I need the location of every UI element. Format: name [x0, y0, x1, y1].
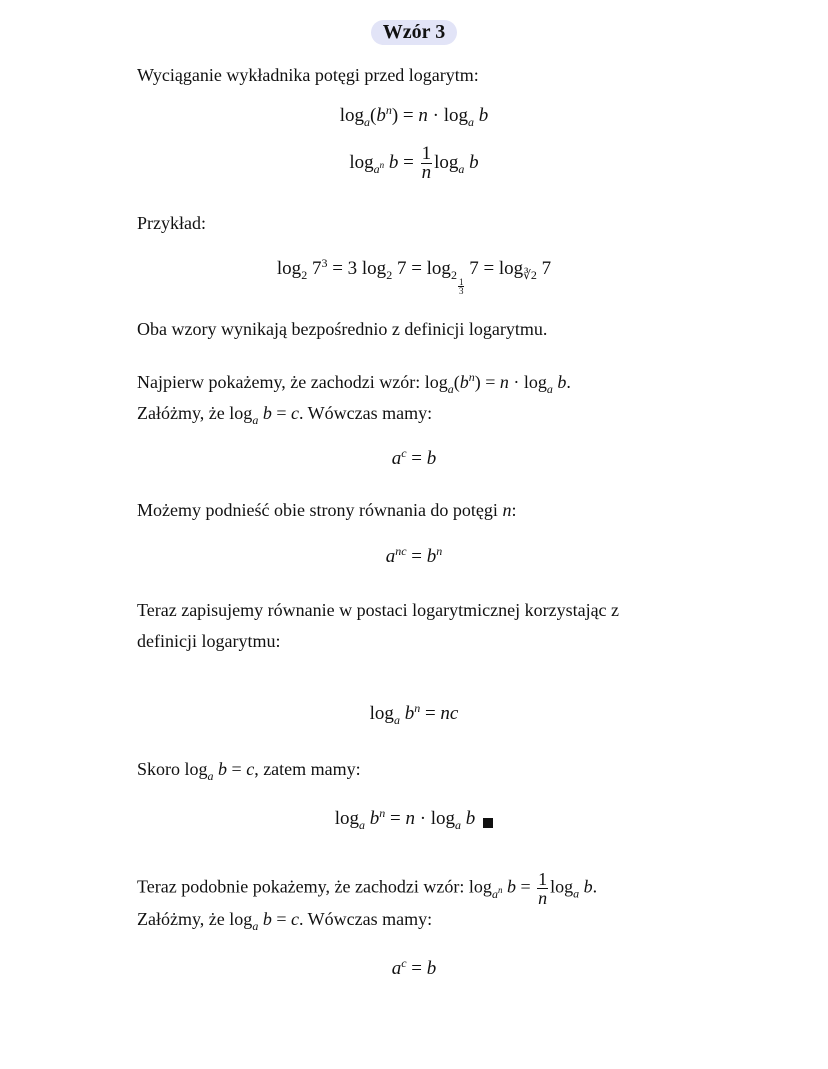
example-label: Przykład: [137, 213, 206, 233]
intro-text: Wyciąganie wykładnika potęgi przed logarytm: [137, 65, 479, 85]
fraction-one-over-n: $\frac{1}{n}$ [421, 143, 432, 183]
thus-text: , zatem mamy: [254, 759, 361, 779]
formula-a-to-c-2: $a^c = b$ [391, 956, 437, 979]
rewrite-paragraph-line1: Teraz zapisujemy równanie w postaci logarytmicznej korzystając z [137, 600, 620, 620]
then-text-2: . Wówczas mamy: [298, 909, 433, 929]
first-proof-intro: Najpierw pokażemy, że zachodzi wzór: [137, 372, 421, 392]
assume-text-2: Załóżmy, że [137, 909, 225, 929]
assumption-paragraph-2: Załóżmy, że $\log_a b = c$. Wówczas mamy: [137, 909, 433, 933]
fraction-one-over-n-inline: $\frac{1}{n}$ [538, 869, 548, 908]
assume-text: Załóżmy, że [137, 403, 225, 423]
intro-paragraph [137, 62, 788, 88]
since-text: Skoro [137, 759, 181, 779]
formula-power-rule: $\log_a(b^n) = n \cdot \log_a b$ [339, 103, 489, 129]
formula-conclusion: $\log_a b^n = n \cdot \log_a b$ [0, 808, 828, 830]
example-formula: $\log_2 7^3 = 3$ $\log_2 7 = \log_{2 \frac{1}{3}}$ $7 = \log_{∛2} 7$ [276, 256, 552, 296]
formula-log-b-n-equals-nc: $\log_a b^n$ = nc [369, 701, 459, 727]
since-paragraph: Skoro $\log_a b = c$, zatem mamy: [137, 759, 361, 783]
formula-a-to-c: $a^c = b$ [391, 446, 437, 469]
formula-base-power-rule: $\log_{a^n} b$ = $\frac{1}{n}$ $\log_a b$ [349, 143, 479, 183]
raise-power-text: Możemy podnieść obie strony równania do potęgi [137, 500, 498, 520]
second-proof-intro: Teraz podobnie pokażemy, że zachodzi wzór: [137, 876, 465, 897]
both-formulas-paragraph: Oba wzory wynikają bezpośrednio z definicji logarytmu. [137, 319, 548, 339]
then-text: . Wówczas mamy: [298, 403, 433, 423]
qed-square-icon [483, 818, 493, 828]
formula-a-to-nc: $a^{nc} = b^n$ [385, 544, 443, 567]
second-proof-paragraph: Teraz podobnie pokażemy, że zachodzi wzór: $\log_{a^n} b$ = $\frac{1}{n}$ $\log_a b$. [137, 869, 598, 908]
section-title: Wzór 3 [371, 20, 457, 45]
raise-power-paragraph: Możemy podnieść obie strony równania do potęgi n: [137, 500, 517, 520]
rewrite-paragraph-line2: definicji logarytmu: [137, 631, 281, 651]
first-proof-paragraph: Najpierw pokażemy, że zachodzi wzór: $\log_a(b^n) = n \cdot \log_a b$. [137, 370, 571, 396]
assumption-paragraph-1: Załóżmy, że $\log_a b = c$. Wówczas mamy: [137, 403, 433, 427]
